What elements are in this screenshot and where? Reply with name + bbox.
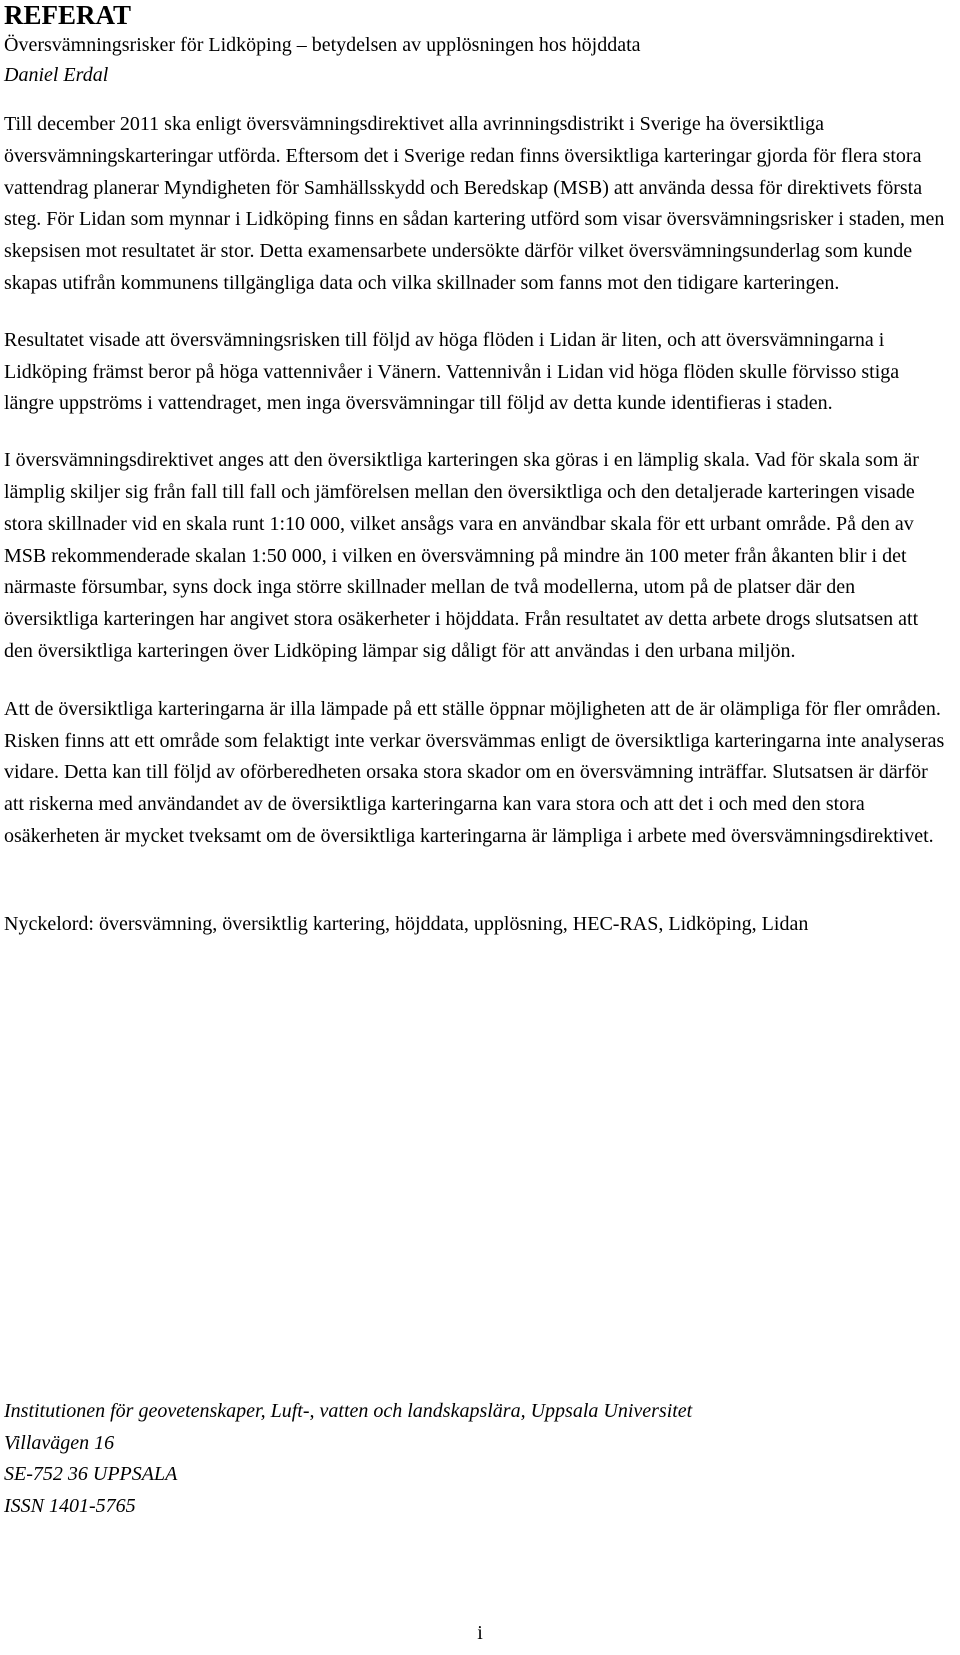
abstract-paragraph: Till december 2011 ska enligt översvämningsdirektivet alla avrinningsdistrikt i Sverige ha översiktliga översvämningskarteringar utförda. Eftersom det i Sverige redan finns översiktliga karteringar gjorda för flera stora vattendrag planerar Myndigheten för Samhällsskydd och Beredskap (MSB) att använda dessa för direktivets första steg. För Lidan som mynnar i Lidköping finns en sådan kartering utförd som visar översvämningsrisker i staden, men skepsisen mot resultatet är stor. Detta examensarbete undersökte därför vilket översvämningsunderlag som kunde skapas utifrån kommunens tillgängliga data och vilka skillnader som fanns mot den tidigare karteringen.	[4, 113, 945, 294]
street-address: Villavägen 16	[4, 1431, 115, 1454]
author-name: Daniel Erdal	[4, 64, 109, 86]
thesis-title: Översvämningsrisker för Lidköping – betydelsen av upplösningen hos höjddata	[4, 34, 641, 56]
postal-address: SE-752 36 UPPSALA	[4, 1463, 178, 1485]
page-number: i	[477, 1622, 483, 1644]
abstract-paragraph: Resultatet visade att översvämningsrisken till följd av höga flöden i Lidan är liten, och att översvämningarna i Lidköping främst beror på höga vattennivåer i Vänern. Vattennivån i Lidan vid höga flöden skulle förvisso stiga längre uppströms i vattendraget, men inga översvämningar till följd av detta kunde identifieras i staden.	[4, 328, 900, 415]
document-page	[4, 0, 948, 941]
abstract-paragraph: Att de översiktliga karteringarna är illa lämpade på ett ställe öppnar möjligheten att de är olämpliga för fler områden. Risken finns att ett område som felaktigt inte verkar översvämmas enligt de översiktliga karteringarna inte analyseras vidare. Detta kan till följd av oförberedheten orsaka stora skador om en översvämning inträffar. Slutsatsen är därför att riskerna med användandet av de översiktliga karteringarna kan vara stora och att det i och med den stora osäkerheten är mycket tveksamt om de översiktliga karteringarna är lämpliga i arbete med översvämningsdirektivet.	[4, 697, 945, 847]
section-heading: REFERAT	[4, 0, 132, 30]
institution-address	[4, 1396, 692, 1522]
institution-name: Institutionen för geovetenskaper, Luft-, vatten och landskapslära, Uppsala Universitet	[4, 1400, 693, 1422]
issn-number: ISSN 1401-5765	[4, 1494, 136, 1517]
abstract-paragraph: I översvämningsdirektivet anges att den översiktliga karteringen ska göras i en lämplig skala. Vad för skala som är lämplig skiljer sig från fall till fall och jämförelsen mellan den översiktliga och den detaljerade karteringen visade stora skillnader vid en skala runt 1:10 000, vilket ansågs vara en användbar skala för ett urbant område. På den av MSB rekommenderade skalan 1:50 000, i vilken en översvämning på mindre än 100 meter från åkanten blir i det närmaste försumbar, syns dock inga större skillnader mellan de två modellerna, utom på de platser där den översiktliga karteringen har angivet stora osäkerheter i höjddata. Från resultatet av detta arbete drogs slutsatsen att den översiktliga karteringen över Lidköping lämpar sig dåligt för att användas i den urbana miljön.	[4, 449, 919, 662]
keywords: Nyckelord: översvämning, översiktlig kartering, höjddata, upplösning, HEC-RAS, Lidköping, Lidan	[4, 912, 809, 935]
